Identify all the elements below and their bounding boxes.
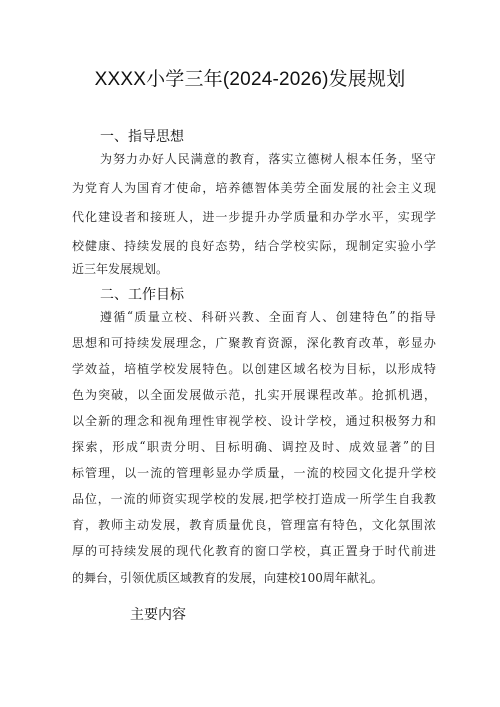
paragraph-line: 遵 循 “ 质 量 立 校 、 科 研 兴 教 、 全 面 育 人 、 创 建 特 色 ” 的 指 导 — [100, 309, 436, 324]
paragraph-line: 为 努 力 办 好 人 民 满 意 的 教 育 ， 落 实 立 德 树 人 根 本 任 务 ， 坚 守 — [100, 151, 436, 166]
paragraph-line: 代 化 建 设 者 和 接 班 人 ， 进 一 步 提 升 办 学 质 量 和 办 学 水 平 ， 实 现 学 — [72, 209, 436, 224]
document-title: XXXX小学三年(2024-2026)发展规划 — [94, 69, 406, 90]
paragraph-line: 为 党 育 人 为 国 育 才 使 命 ， 培 养 德 智 体 美 劳 全 面 发 展 的 社 会 主 义 现 — [72, 180, 436, 195]
paragraph-line: 育 ， 教 师 主 动 发 展 ， 教 育 质 量 优 良 ， 管 理 富 有 特 色 ， 文 化 氛 围 浓 — [72, 517, 436, 532]
paragraph-line: 以 全 新 的 理 念 和 视 角 理 性 审 视 学 校 、 设 计 学 校 ， 通 过 积 极 努 力 和 — [72, 413, 436, 428]
section-heading-main-content: 主要内容 — [130, 606, 186, 622]
paragraph-line: 近三年发展规划。 — [72, 261, 169, 276]
paragraph-line: 色 为 突 破 ， 以 全 面 发 展 做 示 范 ， 扎 实 开 展 课 程 改 革 。 抢 抓 机 遇 ， — [72, 387, 436, 402]
paragraph-line: 标 管 理 ， 以 一 流 的 管 理 彰 显 办 学 质 量 ， 一 流 的 校 园 文 化 提 升 学 校 — [72, 465, 436, 480]
paragraph-line: 思 想 和 可 持 续 发 展 理 念 ， 广 聚 教 育 资 源 ， 深 化 教 育 改 革 ， 彰 显 办 — [72, 335, 436, 350]
section-heading-guiding-ideology: 一、指导思想 — [100, 128, 184, 144]
section-heading-work-goals: 二、工作目标 — [100, 286, 184, 302]
paragraph-line: 学 效 益 ， 培 植 学 校 发 展 特 色 。 以 创 建 区 域 名 校 为 目 标 ， 以 形 成 特 — [72, 361, 436, 376]
paragraph-line: 探 索 ， 形 成 “ 职 责 分 明 、 目 标 明 确 、 调 控 及 时 、 成 效 显 著 ” 的 目 — [72, 439, 436, 454]
paragraph-line: 校 健 康 、 持 续 发 展 的 良 好 态 势 ， 结 合 学 校 实 际 ， 现 制 定 实 验 小 学 — [72, 238, 436, 253]
paragraph-line: 的舞台，引领优质区域教育的发展，向建校100周年献礼。 — [72, 570, 383, 585]
paragraph-line: 品 位 ， 一 流 的 师 资 实 现 学 校 的 发 展 , 把 学 校 打 造 成 一 所 学 生 自 我 教 — [72, 491, 436, 506]
paragraph-line: 厚 的 可 持 续 发 展 的 现 代 化 教 育 的 窗 口 学 校 ， 真 正 置 身 于 时 代 前 进 — [72, 543, 436, 558]
